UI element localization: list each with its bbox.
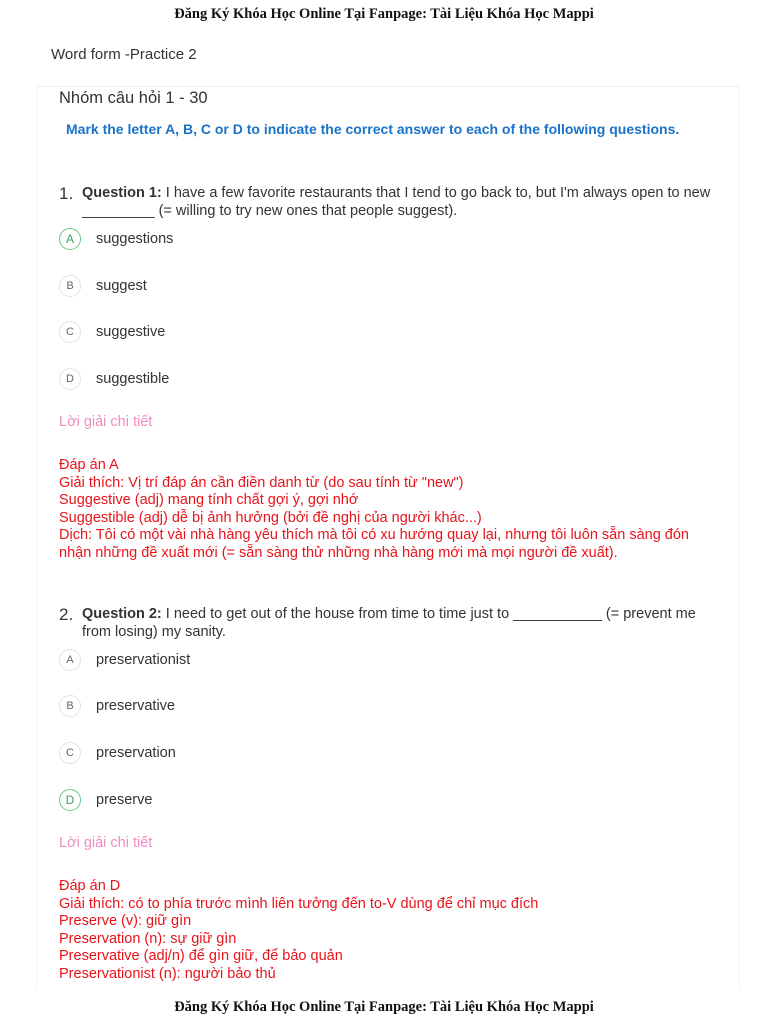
option-text[interactable]: suggestive (96, 324, 166, 340)
explanation-line: Preservationist (n): người bảo thủ (59, 965, 276, 982)
instruction-text: Mark the letter A, B, C or D to indicate the correct answer to each of the following questions. (66, 121, 680, 137)
option-b[interactable] (59, 274, 147, 298)
explanation-line: Giải thích: có to phía trước mình liên tưởng đến to-V dùng để chỉ mục đích (59, 895, 539, 912)
explanation-line: Đáp án D (59, 878, 121, 894)
option-c[interactable] (59, 320, 165, 344)
option-text[interactable]: preserve (96, 792, 153, 808)
question-body: I have a few favorite restaurants that I tend to go back to, but I'm always open to new _________ (= willing to try new ones that people suggest). (82, 185, 711, 219)
option-letter-c[interactable]: C (59, 742, 81, 764)
explanation-line: Preserve (v): giữ gìn (59, 913, 192, 930)
option-a[interactable] (59, 648, 190, 672)
option-a[interactable] (59, 227, 173, 251)
question-number: 2. (59, 605, 74, 624)
option-letter-c[interactable]: C (59, 321, 81, 343)
detail-solution-link[interactable]: Lời giải chi tiết (59, 835, 153, 851)
question-number: 1. (59, 184, 74, 203)
question-body: I need to get out of the house from time to time just to ___________ (= prevent me from losing) my sanity. (82, 606, 696, 640)
option-letter-b[interactable]: B (59, 275, 81, 297)
explanation-translation: Dịch: Tôi có một vài nhà hàng yêu thích mà tôi có xu hướng quay lại, nhưng tôi luôn sẵn sàng đón nhận những đề xuất mới (= sẵn sàng thử những nhà hàng mới mà mọi người đề xuất). (59, 527, 689, 561)
option-d[interactable] (59, 367, 169, 391)
option-d[interactable] (59, 788, 152, 812)
option-text[interactable]: suggestions (96, 231, 174, 247)
document-title: Word form -Practice 2 (51, 46, 197, 63)
question-label: Question 1: (82, 185, 162, 201)
detail-solution-link[interactable]: Lời giải chi tiết (59, 414, 153, 430)
option-letter-d[interactable]: D (59, 789, 81, 811)
page-footer-banner: Đăng Ký Khóa Học Online Tại Fanpage: Tài Liệu Khóa Học Mappi (174, 999, 594, 1015)
option-text[interactable]: preservative (96, 698, 175, 714)
option-text[interactable]: preservationist (96, 652, 191, 668)
option-letter-b[interactable]: B (59, 695, 81, 717)
option-text[interactable]: suggestible (96, 371, 170, 387)
question-text (82, 184, 712, 220)
option-letter-a[interactable]: A (59, 228, 81, 250)
explanation-line: Suggestive (adj) mang tính chất gợi ý, gợi nhớ (59, 492, 359, 509)
option-c[interactable] (59, 741, 176, 765)
explanation-line: Đáp án A (59, 457, 119, 473)
question-group-title: Nhóm câu hỏi 1 - 30 (59, 89, 208, 107)
option-text[interactable]: suggest (96, 278, 147, 294)
question-label: Question 2: (82, 606, 162, 622)
option-letter-a[interactable]: A (59, 649, 81, 671)
option-b[interactable] (59, 694, 175, 718)
explanation-line: Preservative (adj/n) để gìn giữ, để bảo quản (59, 948, 343, 965)
page-header-banner: Đăng Ký Khóa Học Online Tại Fanpage: Tài Liệu Khóa Học Mappi (174, 6, 594, 22)
answer-explanation (59, 457, 709, 563)
answer-explanation (59, 878, 709, 984)
option-letter-d[interactable]: D (59, 368, 81, 390)
explanation-line: Suggestible (adj) dễ bị ảnh hưởng (bởi đề nghị của người khác...) (59, 509, 482, 526)
question-text (82, 605, 712, 641)
explanation-line: Preservation (n): sự giữ gìn (59, 930, 237, 947)
option-text[interactable]: preservation (96, 745, 176, 761)
explanation-line: Giải thích: Vị trí đáp án cần điền danh từ (do sau tính từ "new") (59, 474, 464, 491)
